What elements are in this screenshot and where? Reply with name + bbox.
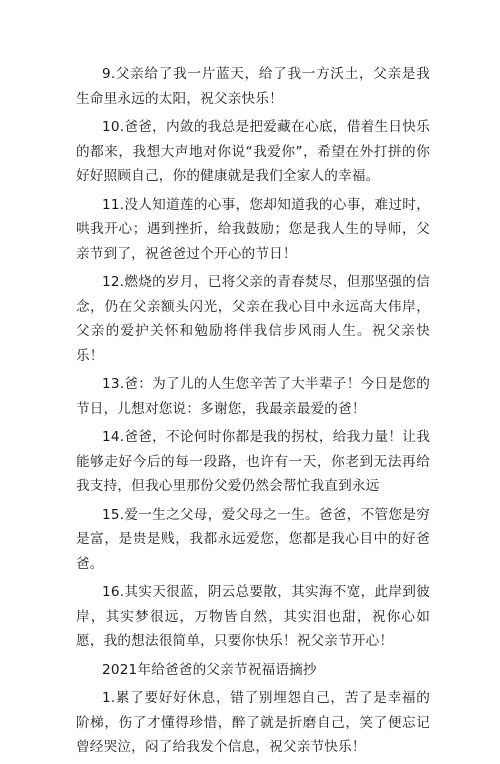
paragraph-16: 16.其实天很蓝，阴云总要散，其实海不宽，此岸到彼岸，其实梦很远，万物皆自然，其实泪也甜，祝你心如愿，我的想法很简单，只要你快乐！祝父亲节开心！ <box>76 584 430 649</box>
paragraph-9: 9.父亲给了我一片蓝天，给了我一方沃土，父亲是我生命里永远的太阳，祝父亲快乐！ <box>76 66 430 107</box>
section-heading: 2021年给爸爸的父亲节祝福语摘抄 <box>102 661 317 678</box>
document-body <box>76 62 430 764</box>
paragraph-13: 13.爸：为了儿的人生您辛苦了大半辈子！今日是您的节日，儿想对您说：多谢您，我最亲最爱的爸！ <box>76 376 430 417</box>
section-paragraph-1: 1.累了要好好休息，错了别埋怨自己，苦了是幸福的阶梯，伤了才懂得珍惜，醉了就是折磨自己，笑了便忘记曾经哭泣，闷了给我发个信息，祝父亲节快乐！ <box>76 690 430 755</box>
paragraph-12: 12.燃烧的岁月，已将父亲的青春焚尽，但那坚强的信念，仍在父亲额头闪光，父亲在我心目中永远高大伟岸，父亲的爱护关怀和勉励将伴我信步风雨人生。祝父亲快乐！ <box>76 274 430 364</box>
paragraph-10: 10.爸爸，内敛的我总是把爱藏在心底，借着生日快乐的都来，我想大声地对你说“我爱你”，希望在外打拼的你好好照顾自己，你的健康就是我们全家人的幸福。 <box>76 119 430 184</box>
paragraph-14: 14.爸爸，不论何时你都是我的拐杖，给我力量！让我能够走好今后的每一段路，也许有一天，你老到无法再给我支持，但我心里那份父爱仍然会帮忙我直到永远 <box>76 429 430 494</box>
paragraph-15: 15.爱一生之父母，爱父母之一生。爸爸，不管您是穷是富，是贵是贱，我都永远爱您，您都是我心目中的好爸爸。 <box>76 506 430 572</box>
paragraph-11: 11.没人知道莲的心事，您却知道我的心事，难过时，哄我开心；遇到挫折，给我鼓励；您是我人生的导师，父亲节到了，祝爸爸过个开心的节日！ <box>76 196 430 262</box>
